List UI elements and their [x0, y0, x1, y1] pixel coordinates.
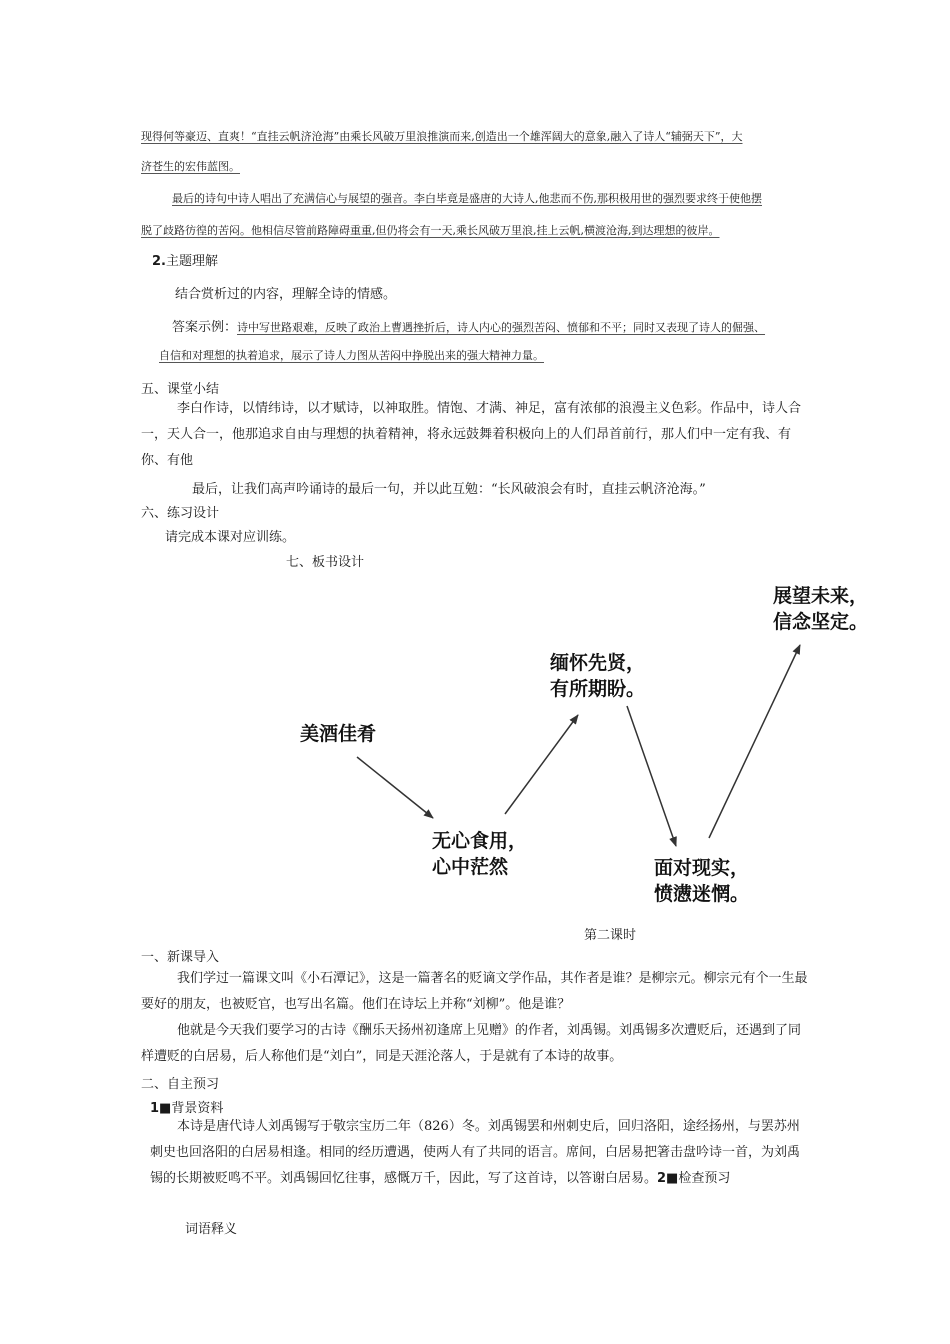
summary-closing: 最后，让我们高声吟诵诗的最后一句，并以此互勉：“长风破浪会有时，直挂云帆济沧海。”	[192, 482, 706, 497]
node-face-reality	[654, 855, 749, 907]
analysis-line-1: 现得何等豪迈、直爽！“直挂云帆济沧海”由乘长风破万里浪推演而来,创造出一个雄浑阔大的意象,融入了诗人“辅弼天下”，大	[141, 130, 743, 143]
node-look-forward-line2: 信念坚定。	[773, 611, 869, 633]
intro-paragraph-2: 他就是今天我们要学习的古诗《酬乐天扬州初逢席上见赠》的作者，刘禹锡。刘禹锡多次遭贬后，还遇到了同样遭贬的白居易，后人称他们是“刘白”，同是天涯沦落人，于是就有了本诗的故事。	[141, 1023, 802, 1064]
vocab-heading: 词语释义	[185, 1222, 238, 1237]
background-number: 1■	[150, 1101, 172, 1116]
analysis-line-4: 脱了歧路彷徨的苦闷。他相信尽管前路障碍重重,但仍将会有一天,乘长风破万里浪,挂上云帆,横渡沧海,到达理想的彼岸。	[141, 224, 720, 237]
node-face-reality-line1: 面对现实，	[654, 857, 750, 879]
analysis-line-2: 济苍生的宏伟蓝图。	[141, 160, 240, 173]
node-no-appetite-line2: 心中茫然	[432, 856, 509, 878]
intro-paragraph-1: 我们学过一篇课文叫《小石潭记》，这是一篇著名的贬谪文学作品，其作者是谁？是柳宗元。柳宗元有个一生最要好的朋友，也被贬官，也写出名篇。他们在诗坛上并称“刘柳”。他是谁？	[141, 971, 808, 1012]
arrow-4	[709, 645, 800, 838]
answer-label: 答案示例：	[172, 320, 238, 335]
lesson2-title: 第二课时	[584, 928, 637, 943]
theme-number: 2.	[152, 254, 166, 269]
node-remember-sages	[550, 650, 645, 702]
check-heading: 检查预习	[678, 1171, 731, 1186]
summary-heading: 五、课堂小结	[141, 382, 220, 397]
analysis-line-3: 最后的诗句中诗人唱出了充满信心与展望的强音。李白毕竟是盛唐的大诗人,他悲而不伤,那积极用世的强烈要求终于使他摆	[172, 192, 762, 205]
arrow-3	[627, 706, 676, 846]
node-remember-sages-line2: 有所期盼。	[550, 678, 646, 700]
answer-text-1: 诗中写世路艰难，反映了政治上曹遇挫折后，诗人内心的强烈苦闷、愤郁和不平；同时又表现了诗人的倔强、	[237, 321, 766, 334]
node-no-appetite-line1: 无心食用，	[432, 830, 528, 852]
node-look-forward	[773, 583, 868, 635]
practice-heading: 六、练习设计	[141, 506, 220, 521]
preview-heading: 二、自主预习	[141, 1077, 220, 1092]
node-face-reality-line2: 愤懑迷惘。	[654, 883, 750, 905]
node-remember-sages-line1: 缅怀先贤，	[550, 652, 646, 674]
theme-prompt: 结合赏析过的内容，理解全诗的情感。	[175, 287, 397, 302]
theme-heading-text: 主题理解	[165, 254, 218, 269]
arrow-1	[357, 757, 433, 818]
arrow-2	[505, 715, 578, 814]
check-number: 2■	[657, 1171, 679, 1186]
background-text: 本诗是唐代诗人刘禹锡写于敬宗宝历二年（826）冬。刘禹锡罢和州刺史后，回归洛阳，途经扬州，与罢苏州刺史也回洛阳的白居易相逢。相同的经历遭遇，使两人有了共同的语言。席间，白居易把箸击盘吟诗一首，为刘禹锡的长期被贬鸣不平。刘禹锡回忆往事，感慨万千，因此，写了这首诗，以答谢白居易。	[150, 1119, 801, 1186]
node-look-forward-line1: 展望未来，	[773, 585, 869, 607]
board-heading: 七、板书设计	[286, 555, 365, 570]
node-fine-food: 美酒佳肴	[300, 723, 377, 745]
intro-heading: 一、新课导入	[141, 950, 220, 965]
summary-paragraph: 李白作诗，以情纬诗，以才赋诗，以神取胜。情饱、才满、神足，富有浓郁的浪漫主义色彩。作品中，诗人合一，天人合一，他那追求自由与理想的执着精神，将永远鼓舞着积极向上的人们昂首前行，那人们中一定有我、有你、有他	[141, 401, 802, 468]
background-heading-text: 背景资料	[171, 1101, 224, 1116]
node-no-appetite	[432, 828, 527, 880]
answer-line-2: 自信和对理想的执着追求，展示了诗人力图从苦闷中挣脱出来的强大精神力量。	[159, 349, 544, 362]
practice-text: 请完成本课对应训练。	[165, 530, 296, 545]
background-paragraph	[150, 1114, 809, 1192]
